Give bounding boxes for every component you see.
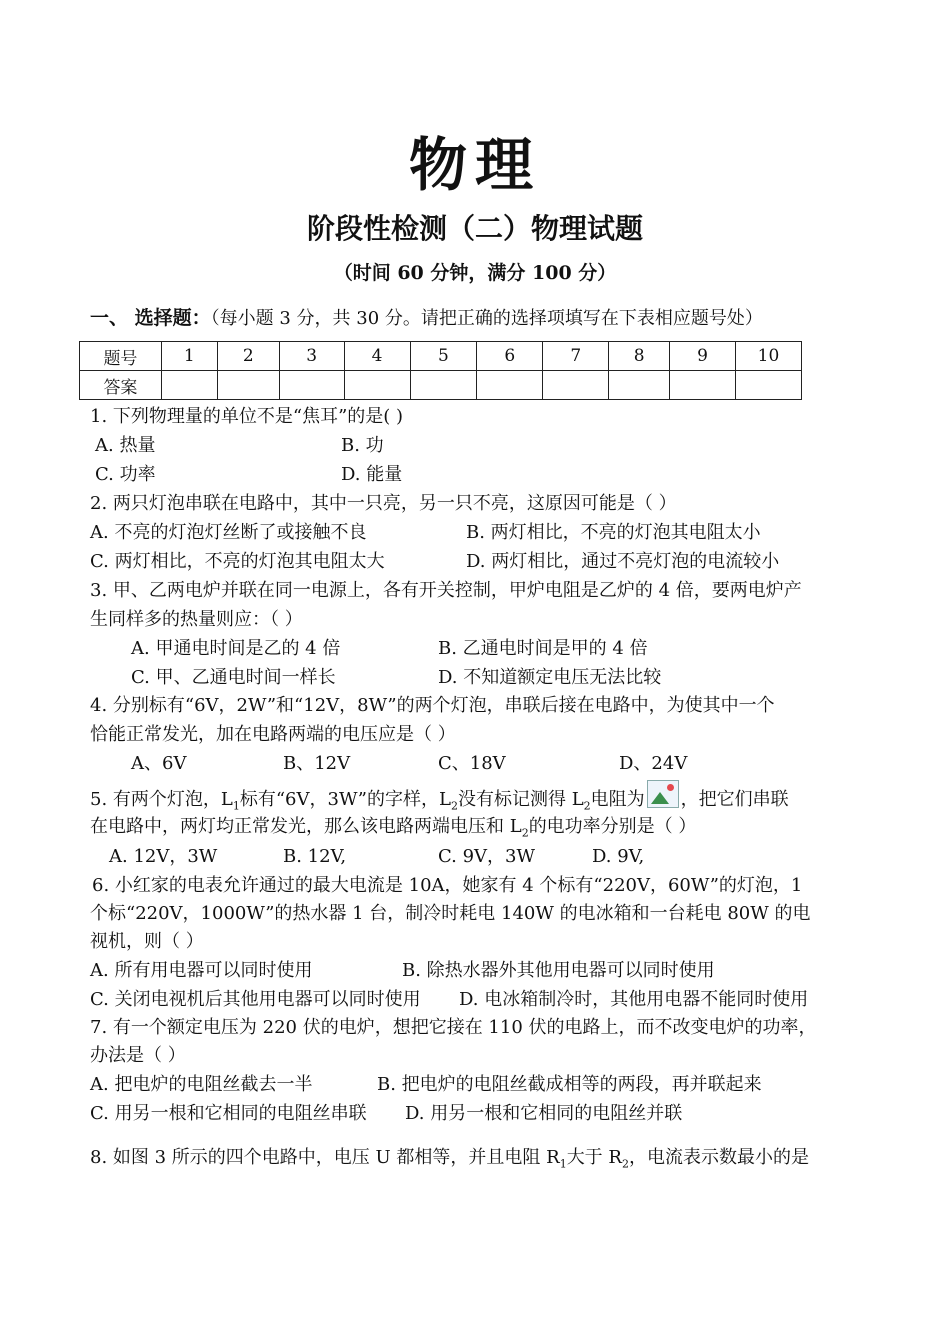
- exam-subtitle: 阶段性检测（二）物理试题: [306, 212, 643, 245]
- q1-option-d: D. 能量: [341, 464, 403, 485]
- q2-option-a: A. 不亮的灯泡灯丝断了或接触不良: [90, 522, 367, 543]
- answer-row: [80, 371, 802, 400]
- q2-option-d: D. 两灯相比，通过不亮灯泡的电流较小: [466, 551, 780, 572]
- q5-text-part: 没有标记测得 L: [457, 789, 584, 810]
- answer-cell[interactable]: [609, 371, 670, 400]
- subscript: 2: [621, 1157, 629, 1171]
- section-heading: [90, 303, 763, 330]
- q5-option-d: D. 9V,: [592, 846, 645, 867]
- q5-text-part: 电阻为: [590, 789, 645, 810]
- q5-text-part: 在电路中，两灯均正常发光，那么该电路两端电压和 L: [90, 816, 522, 837]
- q2-option-b: B. 两灯相比，不亮的灯泡其电阻太小: [466, 522, 761, 543]
- q3-stem-line1: 3. 甲、乙两电炉并联在同一电源上，各有开关控制，甲炉电阻是乙炉的 4 倍，要两电炉产: [90, 580, 802, 601]
- subscript: 2: [583, 799, 591, 813]
- q7-option-b: B. 把电炉的电阻丝截成相等的两段，再并联起来: [377, 1074, 762, 1095]
- q5-text-part: 的电功率分别是（ ）: [528, 816, 697, 837]
- answer-cell[interactable]: [279, 371, 344, 400]
- q5-option-c: C. 9V，3W: [438, 846, 535, 867]
- broken-image-icon: [647, 780, 679, 808]
- q6-option-b: B. 除热水器外其他用电器可以同时使用: [402, 960, 715, 981]
- q4-option-a: A、6V: [131, 753, 187, 774]
- answer-cell[interactable]: [477, 371, 543, 400]
- q1-option-c: C. 功率: [95, 464, 156, 485]
- q4-option-c: C、18V: [438, 753, 506, 774]
- answer-table: [79, 341, 802, 400]
- q4-option-d: D、24V: [619, 753, 688, 774]
- q5-option-a: A. 12V，3W: [109, 846, 218, 867]
- answer-cell[interactable]: [410, 371, 477, 400]
- section-instruction: （每小题 3 分，共 30 分。请把正确的选择项填写在下表相应题号处）: [210, 308, 763, 329]
- q4-stem-line2: 恰能正常发光，加在电路两端的电压应是（ ）: [90, 724, 456, 745]
- col-header-9: 9: [670, 342, 736, 371]
- q8-text-part: ，电流表示数最小的是: [628, 1147, 809, 1168]
- q1-option-a: A. 热量: [95, 435, 156, 456]
- col-header-10: 10: [735, 342, 801, 371]
- answer-cell[interactable]: [217, 371, 279, 400]
- q8-text-part: 8. 如图 3 所示的四个电路中，电压 U 都相等，并且电阻 R: [90, 1147, 560, 1168]
- q3-stem-line2: 生同样多的热量则应：（ ）: [90, 609, 303, 630]
- q1-option-b: B. 功: [341, 435, 384, 456]
- exam-time-note: （时间 60 分钟，满分 100 分）: [333, 262, 617, 284]
- q5-text-part: 5. 有两个灯泡，L: [90, 789, 233, 810]
- answer-cell[interactable]: [344, 371, 410, 400]
- q2-option-c: C. 两灯相比，不亮的灯泡其电阻太大: [90, 551, 385, 572]
- col-header-4: 4: [344, 342, 410, 371]
- subscript: 1: [232, 799, 240, 813]
- q1-stem: 1. 下列物理量的单位不是“焦耳”的是( ): [90, 406, 404, 427]
- q7-option-d: D. 用另一根和它相同的电阻丝并联: [405, 1103, 683, 1124]
- q6-option-a: A. 所有用电器可以同时使用: [90, 960, 313, 981]
- q5-text-part: 标有“6V，3W”的字样，L: [239, 789, 451, 810]
- q8-stem: [90, 1143, 809, 1179]
- q7-option-a: A. 把电炉的电阻丝截去一半: [90, 1074, 313, 1095]
- page-title: 物理: [408, 131, 541, 199]
- q5-option-b: B. 12V,: [283, 846, 347, 867]
- answer-cell[interactable]: [670, 371, 736, 400]
- q6-stem-line1: 6. 小红家的电表允许通过的最大电流是 10A，她家有 4 个标有“220V，60W”的灯泡，1: [92, 875, 803, 896]
- col-header-5: 5: [410, 342, 477, 371]
- q4-option-b: B、12V: [283, 753, 351, 774]
- answer-cell[interactable]: [161, 371, 217, 400]
- answer-cell[interactable]: [735, 371, 801, 400]
- q2-stem: 2. 两只灯泡串联在电路中，其中一只亮，另一只不亮，这原因可能是（ ）: [90, 493, 677, 514]
- col-header-6: 6: [477, 342, 543, 371]
- q7-stem-line1: 7. 有一个额定电压为 220 伏的电炉，想把它接在 110 伏的电路上，而不改变电炉的功率，: [90, 1017, 817, 1038]
- q7-stem-line2: 办法是（ ）: [90, 1045, 186, 1066]
- q7-option-c: C. 用另一根和它相同的电阻丝串联: [90, 1103, 367, 1124]
- col-header-8: 8: [609, 342, 670, 371]
- q6-option-d: D. 电冰箱制冷时，其他用电器不能同时使用: [459, 989, 809, 1010]
- section-label: 一、 选择题：: [90, 307, 211, 329]
- q3-option-c: C. 甲、乙通电时间一样长: [131, 667, 336, 688]
- q8-text-part: 大于 R: [566, 1147, 622, 1168]
- q6-option-c: C. 关闭电视机后其他用电器可以同时使用: [90, 989, 421, 1010]
- subscript: 2: [521, 826, 529, 840]
- row-label-answer: 答案: [80, 371, 162, 400]
- col-header-2: 2: [217, 342, 279, 371]
- question-number-row: [80, 342, 802, 371]
- row-label-number: 题号: [80, 342, 162, 371]
- q6-stem-line2: 个标“220V，1000W”的热水器 1 台，制冷时耗电 140W 的电冰箱和一台耗电 80W 的电: [90, 903, 811, 924]
- q4-stem-line1: 4. 分别标有“6V，2W”和“12V，8W”的两个灯泡，串联后接在电路中，为使其中一个: [90, 695, 775, 716]
- col-header-3: 3: [279, 342, 344, 371]
- col-header-1: 1: [161, 342, 217, 371]
- q6-stem-line3: 视机，则（ ）: [90, 931, 204, 952]
- q5-text-part: ，把它们串联: [680, 789, 789, 810]
- q3-option-d: D. 不知道额定电压无法比较: [438, 667, 662, 688]
- answer-cell[interactable]: [543, 371, 609, 400]
- subscript: 1: [559, 1157, 567, 1171]
- q3-option-a: A. 甲通电时间是乙的 4 倍: [131, 638, 341, 659]
- col-header-7: 7: [543, 342, 609, 371]
- q3-option-b: B. 乙通电时间是甲的 4 倍: [438, 638, 648, 659]
- subscript: 2: [450, 799, 458, 813]
